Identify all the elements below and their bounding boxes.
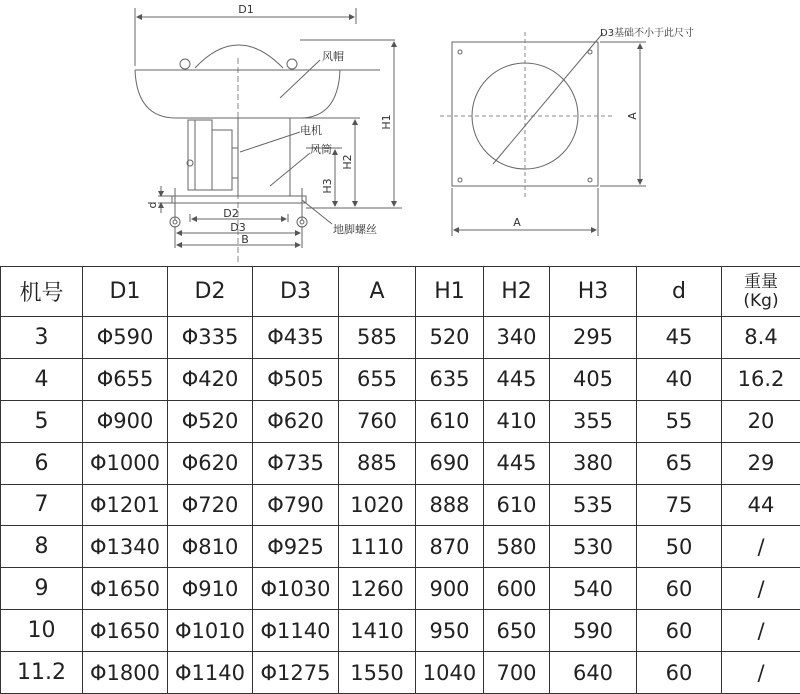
weight-header-line1: 重量 xyxy=(744,271,778,292)
header-cell-weight xyxy=(722,267,800,317)
table-cell: 65 xyxy=(637,442,722,484)
table-cell: 44 xyxy=(722,484,800,526)
table-cell: Φ790 xyxy=(253,484,339,526)
table-cell: 295 xyxy=(550,317,637,359)
table-row xyxy=(1,400,800,442)
technical-drawing xyxy=(0,0,800,266)
table-cell: 655 xyxy=(339,358,416,400)
spec-table xyxy=(0,266,800,694)
table-cell: 5 xyxy=(1,400,83,442)
table-cell: 60 xyxy=(637,568,722,610)
table-cell: 700 xyxy=(484,652,550,694)
table-cell: Φ335 xyxy=(168,317,253,359)
table-cell: 580 xyxy=(484,526,550,568)
table-cell: 635 xyxy=(416,358,484,400)
table-cell: Φ420 xyxy=(168,358,253,400)
table-cell: 535 xyxy=(550,484,637,526)
table-cell: 650 xyxy=(484,610,550,652)
callout-duct: 风筒 xyxy=(310,143,332,156)
table-cell: 530 xyxy=(550,526,637,568)
label-d3: D3 xyxy=(230,221,246,234)
table-cell: 1550 xyxy=(339,652,416,694)
table-cell: Φ1800 xyxy=(83,652,168,694)
table-cell: 355 xyxy=(550,400,637,442)
table-cell: 3 xyxy=(1,317,83,359)
table-cell: Φ720 xyxy=(168,484,253,526)
table-cell: 1020 xyxy=(339,484,416,526)
header-cell: d xyxy=(637,267,722,317)
table-cell: Φ590 xyxy=(83,317,168,359)
table-cell: 1410 xyxy=(339,610,416,652)
table-cell: 4 xyxy=(1,358,83,400)
table-cell: 60 xyxy=(637,652,722,694)
label-b: B xyxy=(241,233,249,246)
table-cell: Φ1340 xyxy=(83,526,168,568)
table-cell: 445 xyxy=(484,358,550,400)
table-cell: Φ1030 xyxy=(253,568,339,610)
label-d1: D1 xyxy=(238,3,254,16)
table-cell: 900 xyxy=(416,568,484,610)
table-body xyxy=(1,317,800,694)
table-cell: Φ655 xyxy=(83,358,168,400)
table-cell: Φ1140 xyxy=(253,610,339,652)
table-row xyxy=(1,317,800,359)
table-cell: 29 xyxy=(722,442,800,484)
callout-motor: 电机 xyxy=(300,124,322,137)
table-cell: Φ1275 xyxy=(253,652,339,694)
table-cell: 950 xyxy=(416,610,484,652)
table-cell: Φ1000 xyxy=(83,442,168,484)
table-row xyxy=(1,652,800,694)
label-h3: H3 xyxy=(321,178,334,194)
table-cell: Φ735 xyxy=(253,442,339,484)
table-cell: 610 xyxy=(416,400,484,442)
table-row xyxy=(1,442,800,484)
label-plan-a-horizontal: A xyxy=(513,216,521,229)
dimension-d xyxy=(158,186,172,213)
table-cell: 690 xyxy=(416,442,484,484)
table-cell: 585 xyxy=(339,317,416,359)
table-cell: 16.2 xyxy=(722,358,800,400)
table-row xyxy=(1,610,800,652)
table-cell: 1040 xyxy=(416,652,484,694)
table-cell: 9 xyxy=(1,568,83,610)
table-cell: Φ435 xyxy=(253,317,339,359)
table-cell: Φ520 xyxy=(168,400,253,442)
table-cell: Φ620 xyxy=(253,400,339,442)
table-cell: 55 xyxy=(637,400,722,442)
table-cell: 45 xyxy=(637,317,722,359)
callout-cap: 风帽 xyxy=(322,50,344,63)
header-cell: H2 xyxy=(484,267,550,317)
table-cell: Φ900 xyxy=(83,400,168,442)
table-row xyxy=(1,526,800,568)
table-cell: 11.2 xyxy=(1,652,83,694)
weight-header-line2: (Kg) xyxy=(743,290,779,311)
table-cell: Φ1650 xyxy=(83,610,168,652)
table-row xyxy=(1,568,800,610)
table-cell: 445 xyxy=(484,442,550,484)
header-cell: H3 xyxy=(550,267,637,317)
table-cell: Φ1140 xyxy=(168,652,253,694)
table-header-row xyxy=(1,267,800,317)
table-cell: 6 xyxy=(1,442,83,484)
table-cell: 405 xyxy=(550,358,637,400)
label-d2: D2 xyxy=(223,207,239,220)
header-cell: D2 xyxy=(168,267,253,317)
table-cell: 870 xyxy=(416,526,484,568)
header-cell: D3 xyxy=(253,267,339,317)
table-cell: 410 xyxy=(484,400,550,442)
table-cell: / xyxy=(722,568,800,610)
table-cell: 590 xyxy=(550,610,637,652)
header-cell: A xyxy=(339,267,416,317)
table-cell: 520 xyxy=(416,317,484,359)
table-cell: Φ1650 xyxy=(83,568,168,610)
label-plan-a-vertical: A xyxy=(626,112,639,120)
label-h1: H1 xyxy=(380,114,393,130)
callout-anchor-bolt: 地脚螺丝 xyxy=(333,223,377,236)
table-cell: 600 xyxy=(484,568,550,610)
table-cell: 50 xyxy=(637,526,722,568)
table-cell: 888 xyxy=(416,484,484,526)
table-cell: Φ505 xyxy=(253,358,339,400)
table-cell: 60 xyxy=(637,610,722,652)
table-cell: 7 xyxy=(1,484,83,526)
label-d: d xyxy=(146,201,159,209)
table-cell: 8.4 xyxy=(722,317,800,359)
header-cell: D1 xyxy=(83,267,168,317)
table-row xyxy=(1,484,800,526)
table-cell: 75 xyxy=(637,484,722,526)
table-cell: Φ620 xyxy=(168,442,253,484)
table-cell: 20 xyxy=(722,400,800,442)
table-cell: / xyxy=(722,652,800,694)
table-cell: Φ1010 xyxy=(168,610,253,652)
table-cell: 8 xyxy=(1,526,83,568)
table-cell: Φ925 xyxy=(253,526,339,568)
table-cell: Φ910 xyxy=(168,568,253,610)
table-cell: 610 xyxy=(484,484,550,526)
callout-d3-foundation: D3基础不小于此尺寸 xyxy=(600,28,695,39)
table-cell: / xyxy=(722,610,800,652)
table-cell: 540 xyxy=(550,568,637,610)
table-cell: 380 xyxy=(550,442,637,484)
plan-view xyxy=(440,32,646,236)
table-cell: 40 xyxy=(637,358,722,400)
table-cell: 340 xyxy=(484,317,550,359)
table-cell: / xyxy=(722,526,800,568)
table-cell: Φ810 xyxy=(168,526,253,568)
table-cell: 760 xyxy=(339,400,416,442)
table-cell: Φ1201 xyxy=(83,484,168,526)
table-cell: 640 xyxy=(550,652,637,694)
table-cell: 885 xyxy=(339,442,416,484)
table-cell: 1260 xyxy=(339,568,416,610)
table-cell: 10 xyxy=(1,610,83,652)
table-cell: 1110 xyxy=(339,526,416,568)
header-cell: H1 xyxy=(416,267,484,317)
label-h2: H2 xyxy=(341,154,354,170)
header-cell: 机号 xyxy=(1,267,83,317)
table-row xyxy=(1,358,800,400)
